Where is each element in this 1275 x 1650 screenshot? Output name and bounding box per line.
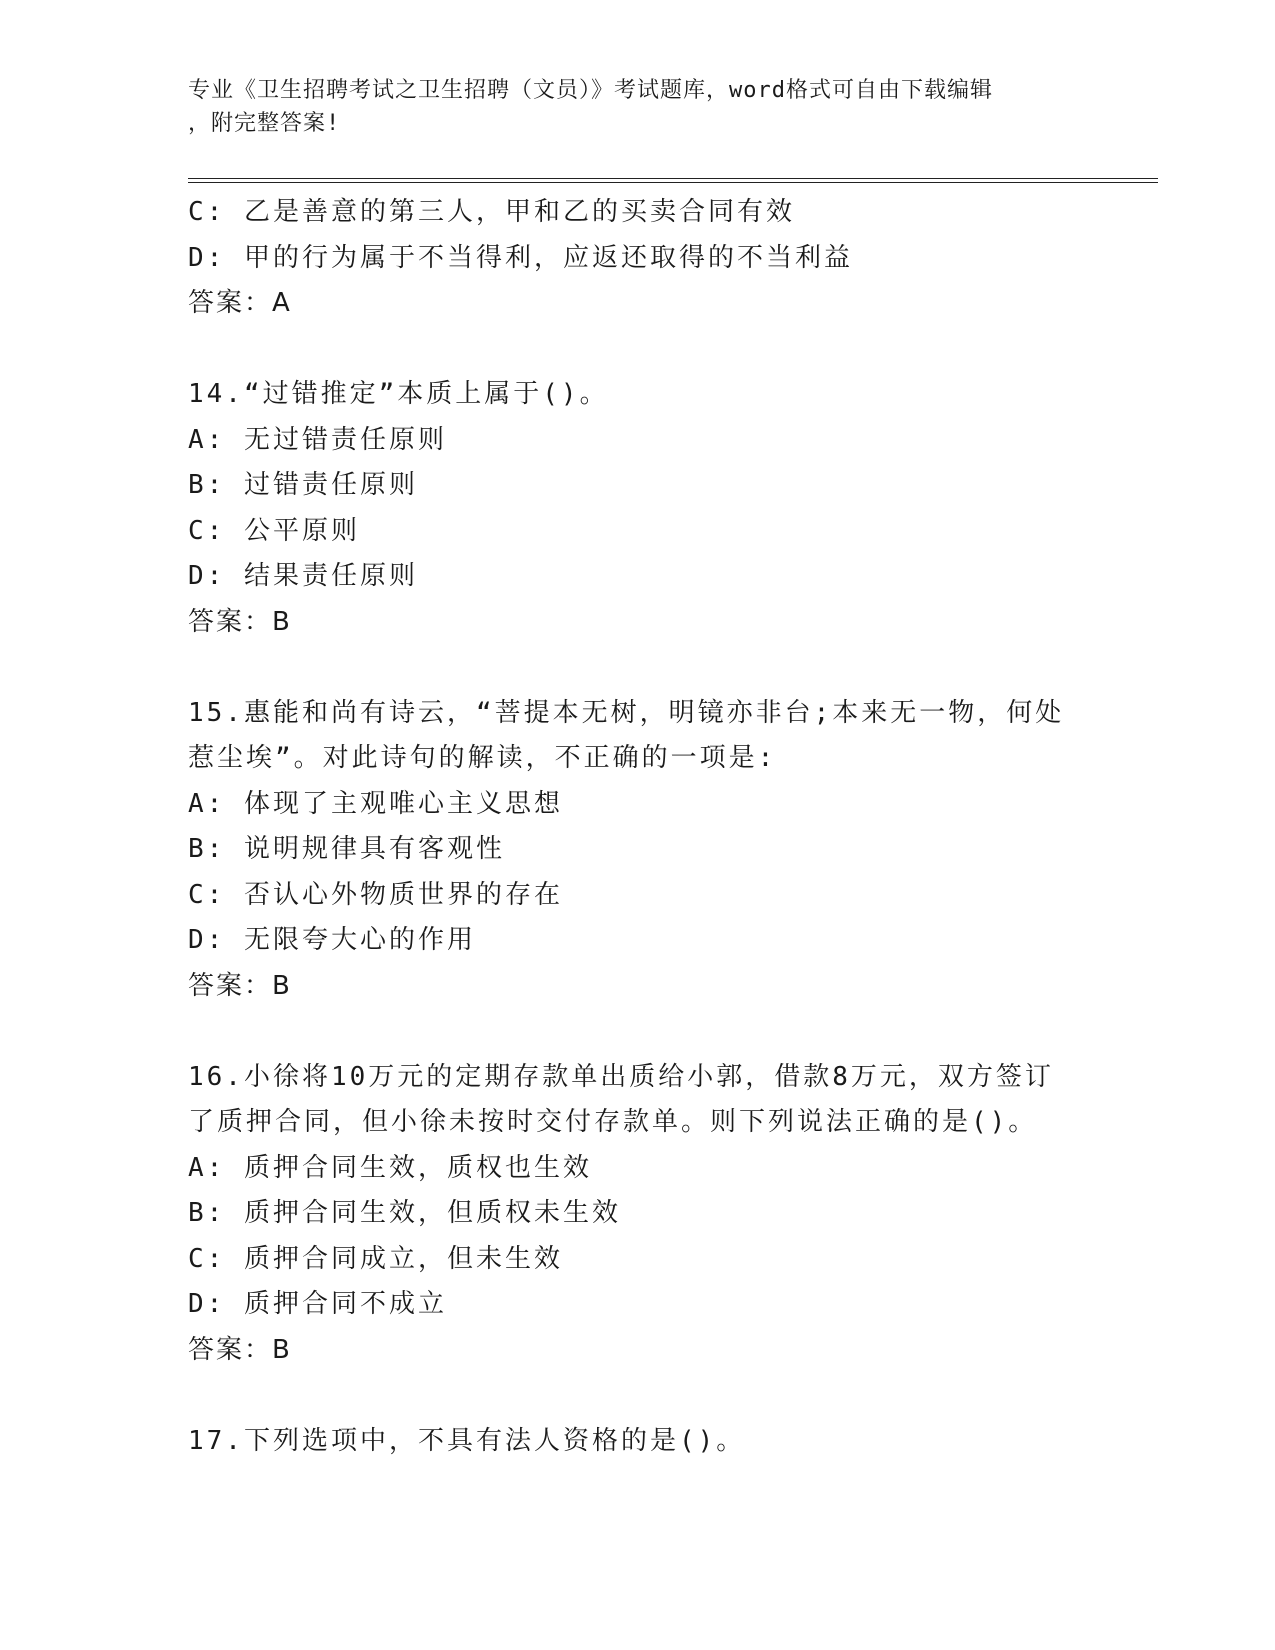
option-d: D: 结果责任原则 [188,561,418,591]
option-c: C: 质押合同成立，但未生效 [188,1243,563,1274]
question-stem-line1: 15.惠能和尚有诗云，“菩提本无树，明镜亦非台;本来无一物，何处 [188,697,1065,728]
answer-line: 答案：B [188,606,292,637]
question-stem-line2: 惹尘埃”。对此诗句的解读，不正确的一项是: [188,743,777,773]
option-c: C: 乙是善意的第三人，甲和乙的买卖合同有效 [188,197,795,227]
question-17 [188,1419,1088,1465]
option-a: A: 质押合同生效，质权也生效 [188,1152,592,1183]
question-list [188,190,1088,1464]
option-b: B: 质押合同生效，但质权未生效 [188,1198,621,1228]
header-title-line2: ，附完整答案! [188,111,341,136]
question-stem-line2: 了质押合同，但小徐未按时交付存款单。则下列说法正确的是()。 [188,1107,1038,1137]
question-15 [188,691,1088,1010]
spacer [188,1373,1088,1419]
option-c: C: 公平原则 [188,515,360,546]
header-divider-bottom [188,182,1158,183]
option-d: D: 无限夸大心的作用 [188,925,476,955]
spacer [188,327,1088,373]
answer-line: 答案：B [188,1334,292,1365]
question-stem: 14.“过错推定”本质上属于()。 [188,379,609,409]
option-d: D: 甲的行为属于不当得利，应返还取得的不当利益 [188,242,853,273]
option-a: A: 无过错责任原则 [188,424,447,455]
question-14 [188,372,1088,645]
question-13 [188,190,1088,327]
header-title-line1: 专业《卫生招聘考试之卫生招聘（文员）》考试题库，word格式可自由下载编辑 [188,78,993,103]
option-c: C: 否认心外物质世界的存在 [188,879,563,910]
option-d: D: 质押合同不成立 [188,1289,447,1319]
question-stem: 17.下列选项中，不具有法人资格的是()。 [188,1425,746,1456]
question-stem-line1: 16.小徐将10万元的定期存款单出质给小郭，借款8万元，双方签订 [188,1061,1054,1092]
document-header [188,74,1088,140]
answer-line: 答案：B [188,970,292,1001]
question-16 [188,1055,1088,1374]
option-a: A: 体现了主观唯心主义思想 [188,788,563,819]
option-b: B: 说明规律具有客观性 [188,834,505,864]
header-divider-top [188,178,1158,179]
answer-line: 答案：A [188,288,292,318]
option-b: B: 过错责任原则 [188,470,418,500]
spacer [188,645,1088,691]
spacer [188,1009,1088,1055]
